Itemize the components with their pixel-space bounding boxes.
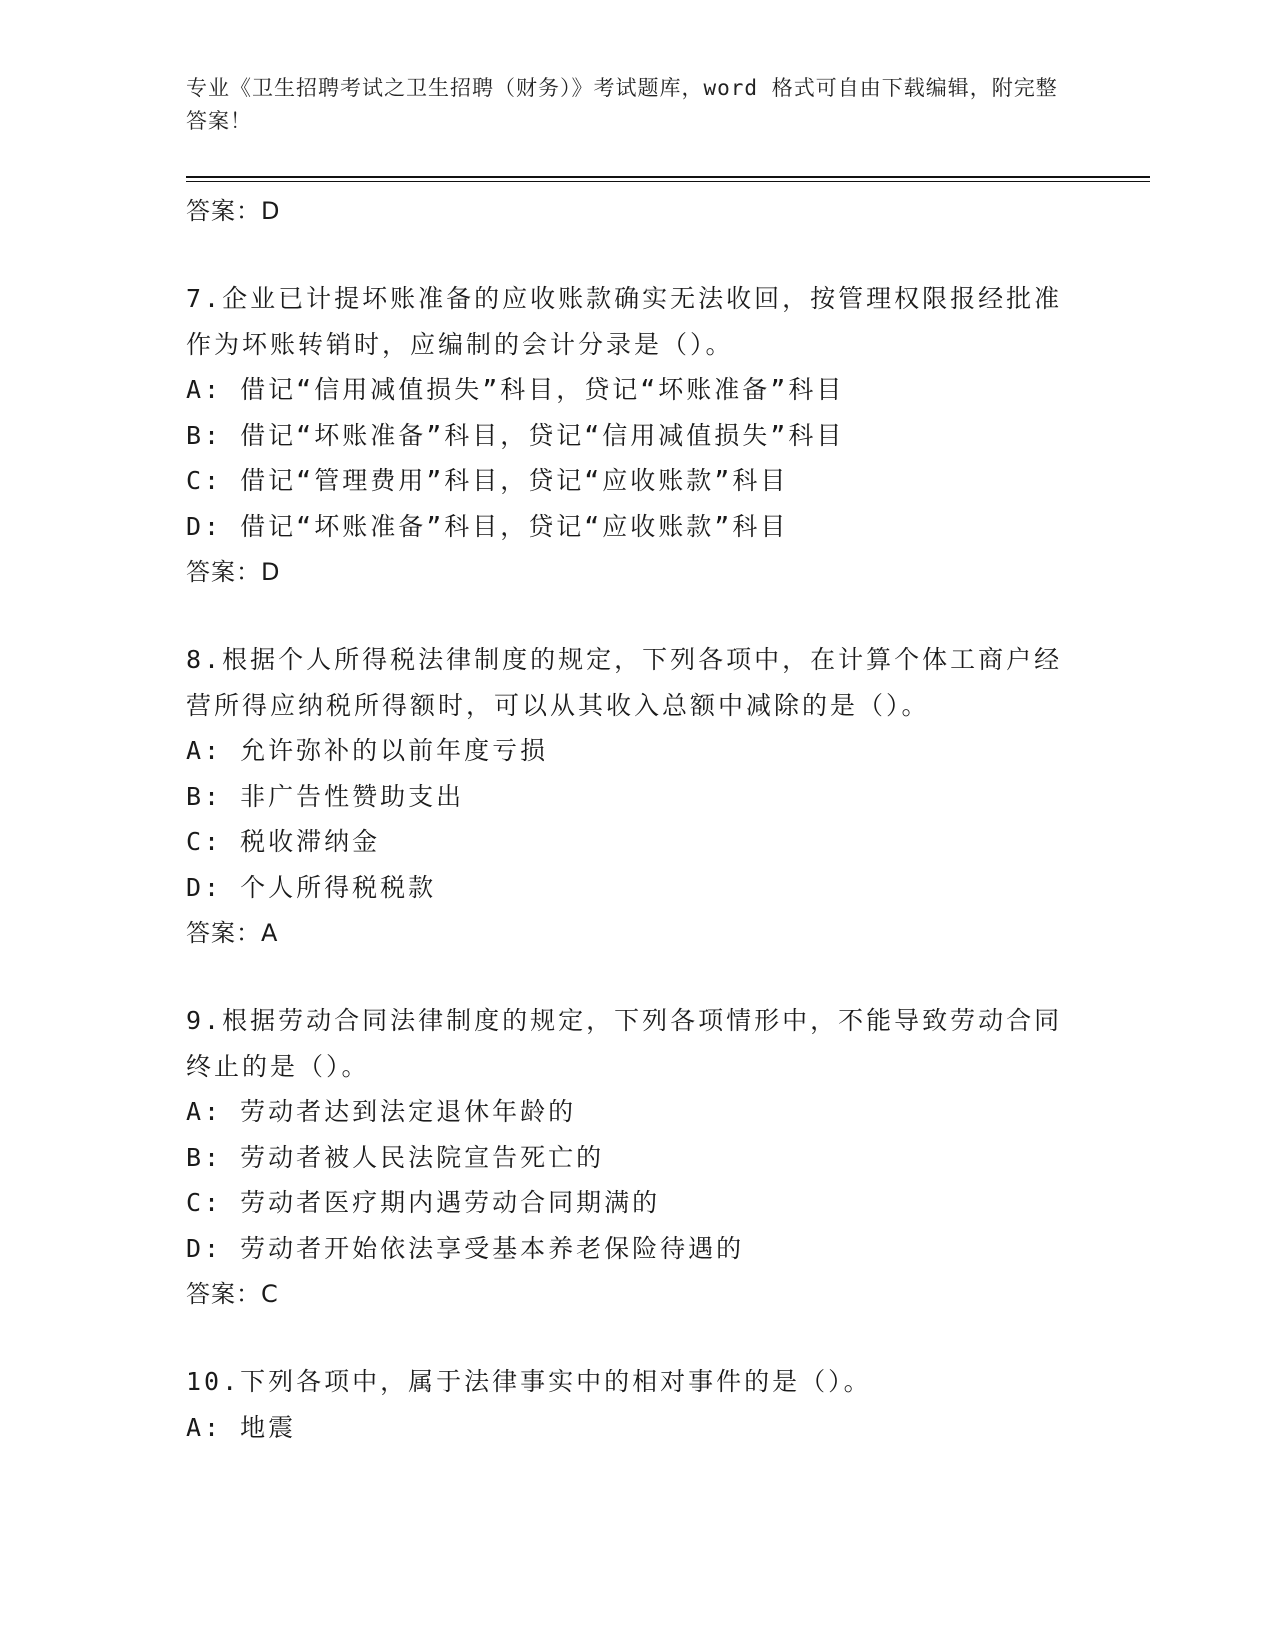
question-text: 10.下列各项中，属于法律事实中的相对事件的是（）。	[186, 1367, 872, 1396]
option-c: C: 税收滞纳金	[186, 827, 381, 856]
option-a: A: 借记“信用减值损失”科目，贷记“坏账准备”科目	[186, 375, 845, 404]
option-d: D: 借记“坏账准备”科目，贷记“应收账款”科目	[186, 511, 789, 541]
answer-line: 答案：A	[186, 919, 279, 947]
option-b: B: 借记“坏账准备”科目，贷记“信用减值损失”科目	[186, 420, 845, 450]
header-rule-thick	[186, 176, 1150, 178]
option-d: D: 个人所得税税款	[186, 872, 437, 902]
question-7	[186, 276, 1086, 595]
answer-line: 答案：D	[186, 558, 281, 586]
question-text: 7.企业已计提坏账准备的应收账款确实无法收回，按管理权限报经批准作为坏账转销时，应编制的会计分录是（）。	[186, 284, 1063, 359]
answer-line: 答案：D	[186, 197, 281, 225]
question-text: 8.根据个人所得税法律制度的规定，下列各项中，在计算个体工商户经营所得应纳税所得额时，可以从其收入总额中减除的是（）。	[186, 645, 1063, 720]
option-b: B: 非广告性赞助支出	[186, 781, 465, 811]
option-c: C: 借记“管理费用”科目，贷记“应收账款”科目	[186, 466, 789, 495]
question-text: 9.根据劳动合同法律制度的规定，下列各项情形中，不能导致劳动合同终止的是（）。	[186, 1006, 1063, 1081]
document-header: 专业《卫生招聘考试之卫生招聘（财务）》考试题库，word 格式可自由下载编辑，附完整答案！	[186, 76, 1058, 133]
question-8	[186, 637, 1086, 956]
option-d: D: 劳动者开始依法享受基本养老保险待遇的	[186, 1233, 745, 1263]
option-b: B: 劳动者被人民法院宣告死亡的	[186, 1142, 605, 1172]
question-10	[186, 1359, 1086, 1450]
document-body	[186, 188, 1086, 1450]
option-c: C: 劳动者医疗期内遇劳动合同期满的	[186, 1188, 661, 1217]
header-rule-thin	[186, 181, 1150, 182]
answer-line: 答案：C	[186, 1280, 279, 1308]
question-9	[186, 998, 1086, 1317]
option-a: A: 劳动者达到法定退休年龄的	[186, 1097, 577, 1126]
option-a: A: 允许弥补的以前年度亏损	[186, 736, 549, 765]
option-a: A: 地震	[186, 1412, 297, 1442]
